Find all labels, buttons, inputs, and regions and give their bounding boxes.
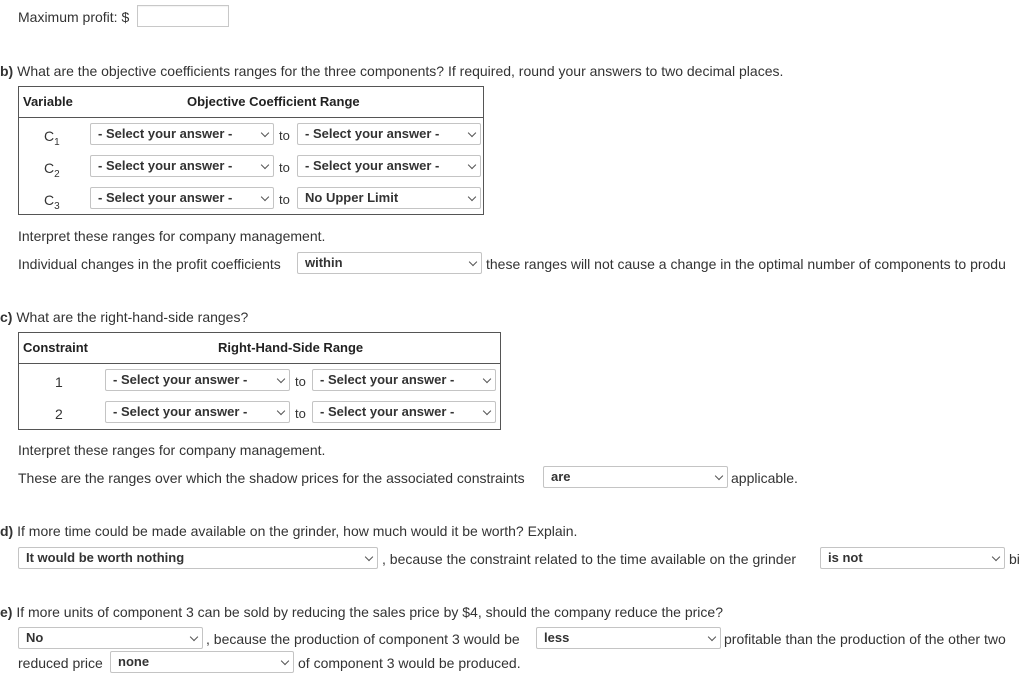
variable-c3-subscript: 3 xyxy=(54,200,60,212)
part-d-mid-text: , because the constraint related to the time available on the grinder xyxy=(382,551,797,567)
c3-upper-select[interactable] xyxy=(297,187,481,209)
less-select[interactable] xyxy=(536,627,721,649)
c1-lower-select[interactable] xyxy=(90,123,274,145)
chevron-down-icon xyxy=(190,633,198,641)
c2-lower-select-value: - Select your answer - xyxy=(98,158,233,173)
none-select-value: none xyxy=(118,654,150,669)
constraint-2-upper-select[interactable] xyxy=(312,401,496,423)
c2-to-label: to xyxy=(279,160,290,175)
objective-table-header-divider xyxy=(18,117,484,118)
part-c-interpret-label: Interpret these ranges for company management. xyxy=(18,442,326,458)
maximum-profit-input[interactable] xyxy=(137,5,229,27)
constraint-2-lower-select[interactable] xyxy=(105,401,290,423)
constraint-1-upper-value: - Select your answer - xyxy=(320,372,455,387)
constraint-2-upper-value: - Select your answer - xyxy=(320,404,455,419)
part-e-mid-text: , because the production of component 3 would be xyxy=(206,631,520,647)
part-b-sentence-suffix: these ranges will not cause a change in the optimal number of components to produ xyxy=(486,256,1006,272)
constraint-1-number: 1 xyxy=(55,374,63,390)
chevron-down-icon xyxy=(469,258,477,266)
variable-c2-letter: C xyxy=(44,160,55,176)
part-b-interpret-label: Interpret these ranges for company management. xyxy=(18,228,326,244)
constraint-2-lower-value: - Select your answer - xyxy=(113,404,248,419)
chevron-down-icon xyxy=(277,407,285,415)
worth-select[interactable] xyxy=(18,547,378,569)
c2-upper-select-value: - Select your answer - xyxy=(305,158,440,173)
part-e-question xyxy=(0,603,723,621)
are-select-value: are xyxy=(551,469,571,484)
reduce-price-select-value: No xyxy=(26,630,44,645)
chevron-down-icon xyxy=(468,161,476,169)
part-e-end-text: of component 3 would be produced. xyxy=(298,655,521,671)
c1-lower-select-value: - Select your answer - xyxy=(98,126,233,141)
part-c-sentence-suffix: applicable. xyxy=(731,470,798,486)
col-header-variable: Variable xyxy=(23,94,73,109)
constraint-1-to-label: to xyxy=(295,374,306,389)
variable-c2 xyxy=(44,159,60,184)
chevron-down-icon xyxy=(468,129,476,137)
c3-upper-select-value: No Upper Limit xyxy=(305,190,399,205)
c2-lower-select[interactable] xyxy=(90,155,274,177)
chevron-down-icon xyxy=(261,129,269,137)
chevron-down-icon xyxy=(483,407,491,415)
part-d-marker: d) xyxy=(0,523,14,539)
part-d-question-text: If more time could be made available on the grinder, how much would it be worth? Explain. xyxy=(17,523,578,539)
chevron-down-icon xyxy=(708,633,716,641)
chevron-down-icon xyxy=(261,193,269,201)
less-select-value: less xyxy=(544,630,570,645)
part-e-tail-text: profitable than the production of the other two xyxy=(724,631,1006,647)
constraint-1-lower-select[interactable] xyxy=(105,369,290,391)
part-c-marker: c) xyxy=(0,309,13,325)
chevron-down-icon xyxy=(483,375,491,383)
variable-c3 xyxy=(44,191,60,216)
constraint-2-to-label: to xyxy=(295,406,306,421)
col-header-constraint: Constraint xyxy=(23,340,88,355)
part-e-marker: e) xyxy=(0,604,13,620)
variable-c1-subscript: 1 xyxy=(54,136,60,148)
col-header-objective-coefficient-range: Objective Coefficient Range xyxy=(187,94,360,109)
chevron-down-icon xyxy=(468,193,476,201)
c1-upper-select-value: - Select your answer - xyxy=(305,126,440,141)
part-e-question-text: If more units of component 3 can be sold by reducing the sales price by $4, should the company reduce the price? xyxy=(16,604,723,620)
chevron-down-icon xyxy=(715,472,723,480)
variable-c1 xyxy=(44,127,60,152)
part-d-tail-text: bi xyxy=(1009,551,1020,567)
variable-c1-letter: C xyxy=(44,128,55,144)
c3-lower-select-value: - Select your answer - xyxy=(98,190,233,205)
constraint-1-lower-value: - Select your answer - xyxy=(113,372,248,387)
part-b-marker: b) xyxy=(0,63,14,79)
c1-upper-select[interactable] xyxy=(297,123,481,145)
part-c-question xyxy=(0,308,248,326)
constraint-2-number: 2 xyxy=(55,406,63,422)
constraint-1-upper-select[interactable] xyxy=(312,369,496,391)
chevron-down-icon xyxy=(992,553,1000,561)
c2-upper-select[interactable] xyxy=(297,155,481,177)
reduce-price-select[interactable] xyxy=(18,627,203,649)
part-b-question-text: What are the objective coefficients ranges for the three components? If required, round your answers to two decimal places. xyxy=(17,63,784,79)
within-select-value: within xyxy=(305,255,343,270)
c3-to-label: to xyxy=(279,192,290,207)
chevron-down-icon xyxy=(261,161,269,169)
rhs-table-header-divider xyxy=(18,363,501,364)
within-select[interactable] xyxy=(297,252,482,274)
variable-c2-subscript: 2 xyxy=(54,168,60,180)
is-not-select-value: is not xyxy=(828,550,863,565)
maximum-profit-label: Maximum profit: $ xyxy=(18,9,130,25)
c1-to-label: to xyxy=(279,128,290,143)
variable-c3-letter: C xyxy=(44,192,55,208)
chevron-down-icon xyxy=(277,375,285,383)
part-c-sentence-prefix: These are the ranges over which the shadow prices for the associated constraints xyxy=(18,470,525,486)
are-select[interactable] xyxy=(543,466,728,488)
none-select[interactable] xyxy=(110,651,294,673)
chevron-down-icon xyxy=(365,553,373,561)
part-c-question-text: What are the right-hand-side ranges? xyxy=(16,309,249,325)
col-header-rhs-range: Right-Hand-Side Range xyxy=(218,340,364,355)
reduced-price-label: reduced price xyxy=(18,655,103,671)
is-not-select[interactable] xyxy=(820,547,1005,569)
part-d-question xyxy=(0,522,577,540)
worth-select-value: It would be worth nothing xyxy=(26,550,185,565)
c3-lower-select[interactable] xyxy=(90,187,274,209)
chevron-down-icon xyxy=(281,657,289,665)
part-b-question xyxy=(0,62,783,80)
part-b-sentence-prefix: Individual changes in the profit coefficients xyxy=(18,256,281,272)
